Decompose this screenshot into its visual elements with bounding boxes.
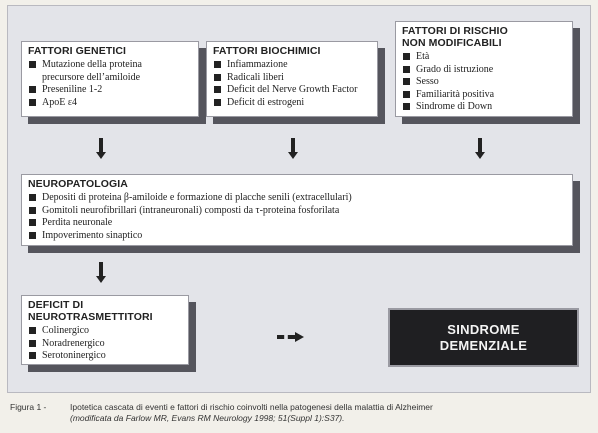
risk-title-line2: NON MODIFICABILI xyxy=(402,37,502,49)
list-item-continuation: precursore dell’amiloide xyxy=(42,71,141,83)
deficit-title-line2: NEUROTRASMETTITORI xyxy=(28,311,153,323)
list-item: Grado di istruzione xyxy=(402,64,566,77)
dementia-syndrome-box xyxy=(388,308,579,367)
list-item: Impoverimento sinaptico xyxy=(28,230,566,243)
list-item: Deficit del Nerve Growth Factor xyxy=(213,84,371,97)
caption-reference: (modificata da Farlow MR, Evans RM Neurology 1998; 51(Suppl 1):S37). xyxy=(70,413,345,423)
deficit-title xyxy=(28,299,182,323)
risk-factors-box xyxy=(395,21,573,117)
biochemical-factors-box xyxy=(206,41,378,117)
list-item: ApoE ε4 xyxy=(28,97,192,110)
list-item: Sindrome di Down xyxy=(402,101,566,114)
list-item: Deficit di estrogeni xyxy=(213,97,371,110)
genetic-factors-title: FATTORI GENETICI xyxy=(28,45,127,57)
risk-title-line1: FATTORI DI RISCHIO xyxy=(402,25,508,37)
list-item: Radicali liberi xyxy=(213,72,371,85)
syndrome-line1: SINDROME xyxy=(447,322,520,337)
genetic-factors-box xyxy=(21,41,199,117)
list-item: Depositi di proteina β-amiloide e formazione di placche senili (extracellulari) xyxy=(28,192,566,205)
biochemical-factors-title: FATTORI BIOCHIMICI xyxy=(213,45,321,57)
neuropathology-box xyxy=(21,174,573,246)
list-item: Gomitoli neurofibrillari (intraneuronali) composti da τ-proteina fosforilata xyxy=(28,205,566,218)
list-item: Età xyxy=(402,51,566,64)
list-item: Serotoninergico xyxy=(28,350,182,363)
list-item: Mutazione della proteina xyxy=(28,59,192,72)
neurotransmitter-deficit-box xyxy=(21,295,189,365)
list-item: Preseniline 1-2 xyxy=(28,84,192,97)
list-item: Infiammazione xyxy=(213,59,371,72)
list-item: Familiarità positiva xyxy=(402,89,566,102)
list-item: Colinergico xyxy=(28,325,182,338)
list-item: Perdita neuronale xyxy=(28,217,566,230)
neuropathology-title: NEUROPATOLOGIA xyxy=(28,178,128,190)
right-arrow-icon xyxy=(277,332,307,342)
list-item: Sesso xyxy=(402,76,566,89)
caption-label: Figura 1 - xyxy=(10,402,47,412)
list-item: Noradrenergico xyxy=(28,338,182,351)
deficit-title-line1: DEFICIT DI xyxy=(28,299,84,311)
caption-text: Ipotetica cascata di eventi e fattori di rischio coinvolti nella patogenesi della malattia di Alzheimer xyxy=(70,402,433,412)
syndrome-line2: DEMENZIALE xyxy=(439,338,528,353)
risk-factors-title xyxy=(402,25,566,49)
